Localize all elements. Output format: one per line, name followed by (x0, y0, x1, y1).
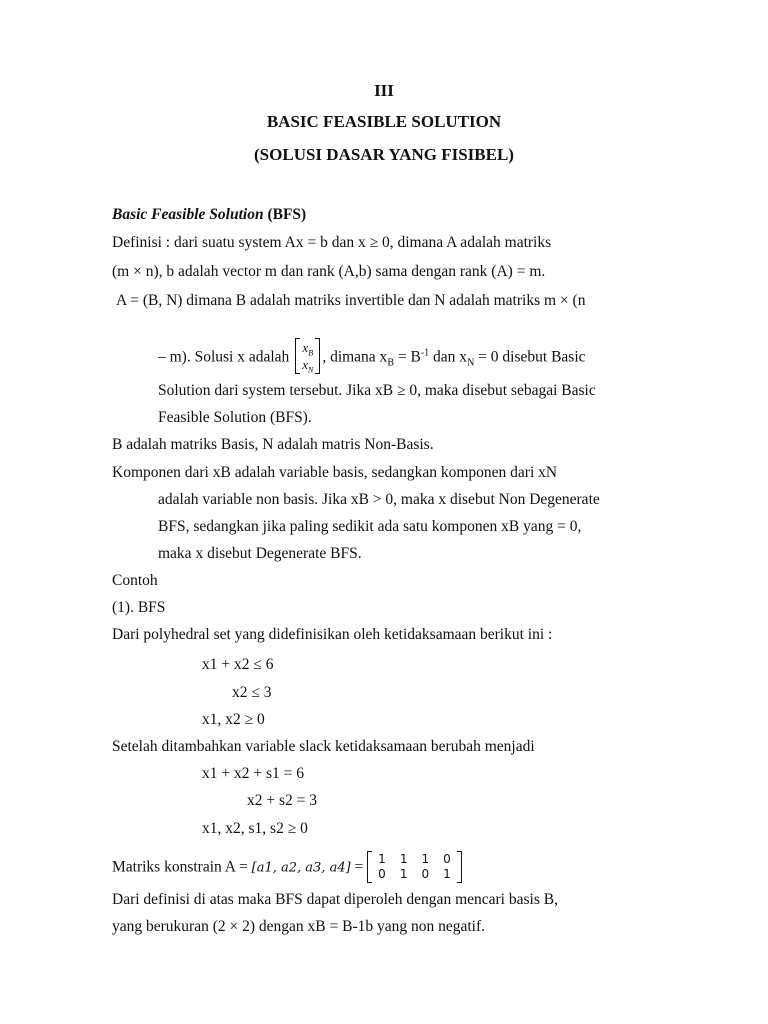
komponen-line-3: BFS, sedangkan jika paling sedikit ada satu komponen xB yang = 0, (158, 518, 582, 535)
inequality-1: x1 + x2 ≤ 6 (202, 656, 274, 673)
equation-2: x2 + s2 = 3 (247, 792, 318, 809)
komponen-line-1: Komponen dari xB adalah variable basis, sedangkan komponen dari xN (112, 464, 558, 481)
slack-intro: Setelah ditambahkan variable slack ketidaksamaan berubah menjadi (112, 738, 535, 755)
equation-1: x1 + x2 + s1 = 6 (202, 765, 305, 782)
matrix-cell: 1 (399, 852, 408, 866)
matrix-row-2 (371, 867, 458, 882)
definition-line-4: – m). Solusi x adalah $x_B$ $x_N$ , dimana $x_B = B^{-1}$ dan $x_N = 0$ disebut Basic (158, 340, 586, 375)
matrix-cell: 1 (399, 867, 408, 881)
inequality-3: x1, x2 ≥ 0 (202, 711, 265, 728)
definition-line-5: Solution dari system tersebut. Jika xB ≥ 0, maka disebut sebagai Basic (158, 382, 596, 399)
constraint-matrix-line: Matriks konstrain A = [a1, a2, a3, a4] = 1 1 1 0 0 1 0 1 (112, 852, 462, 884)
example-number: (1). BFS (112, 599, 166, 616)
chapter-number: III (374, 81, 394, 100)
matrix-cell: 0 (443, 852, 451, 866)
definition-line-3: A = (B, N) dimana B adalah matriks invertible dan N adalah matriks m × (n (116, 292, 586, 309)
definition-line-6: Feasible Solution (BFS). (158, 409, 312, 426)
inequality-2: x2 ≤ 3 (232, 684, 272, 701)
matrix-columns: [a1, a2, a3, a4] (251, 860, 351, 876)
matrix-row-1 (371, 852, 458, 867)
example-intro: Dari polyhedral set yang didefinisikan oleh ketidaksamaan berikut ini : (112, 626, 553, 643)
solution-vector: $x_B$ $x_N$ (295, 338, 320, 374)
section-title: Basic Feasible Solution (BFS) (112, 206, 307, 223)
matrix-cell: 0 (421, 867, 430, 881)
definition-line-2: (m × n), b adalah vector m dan rank (A,b) sama dengan rank (A) = m. (112, 263, 546, 280)
closing-line-1: Dari definisi di atas maka BFS dapat diperoleh dengan mencari basis B, (112, 891, 558, 908)
closing-line-2: yang berukuran (2 × 2) dengan xB = B-1b yang non negatif. (112, 918, 486, 935)
matrix-cell: 1 (378, 852, 386, 866)
matrix-cell: 0 (378, 867, 386, 881)
chapter-title: BASIC FEASIBLE SOLUTION (266, 112, 502, 131)
example-label: Contoh (112, 572, 158, 589)
definition-line-7: B adalah matriks Basis, N adalah matris Non-Basis. (112, 436, 434, 453)
komponen-line-4: maka x disebut Degenerate BFS. (158, 545, 362, 562)
matrix-cell: 1 (421, 852, 430, 866)
chapter-subtitle: (SOLUSI DASAR YANG FISIBEL) (254, 145, 514, 164)
matrix-cell: 1 (443, 867, 451, 881)
komponen-line-2: adalah variable non basis. Jika xB > 0, maka x disebut Non Degenerate (158, 491, 600, 508)
definition-line-1: Definisi : dari suatu system Ax = b dan x ≥ 0, dimana A adalah matriks (112, 234, 552, 251)
equation-3: x1, x2, s1, s2 ≥ 0 (202, 820, 308, 837)
constraint-matrix (367, 851, 462, 883)
